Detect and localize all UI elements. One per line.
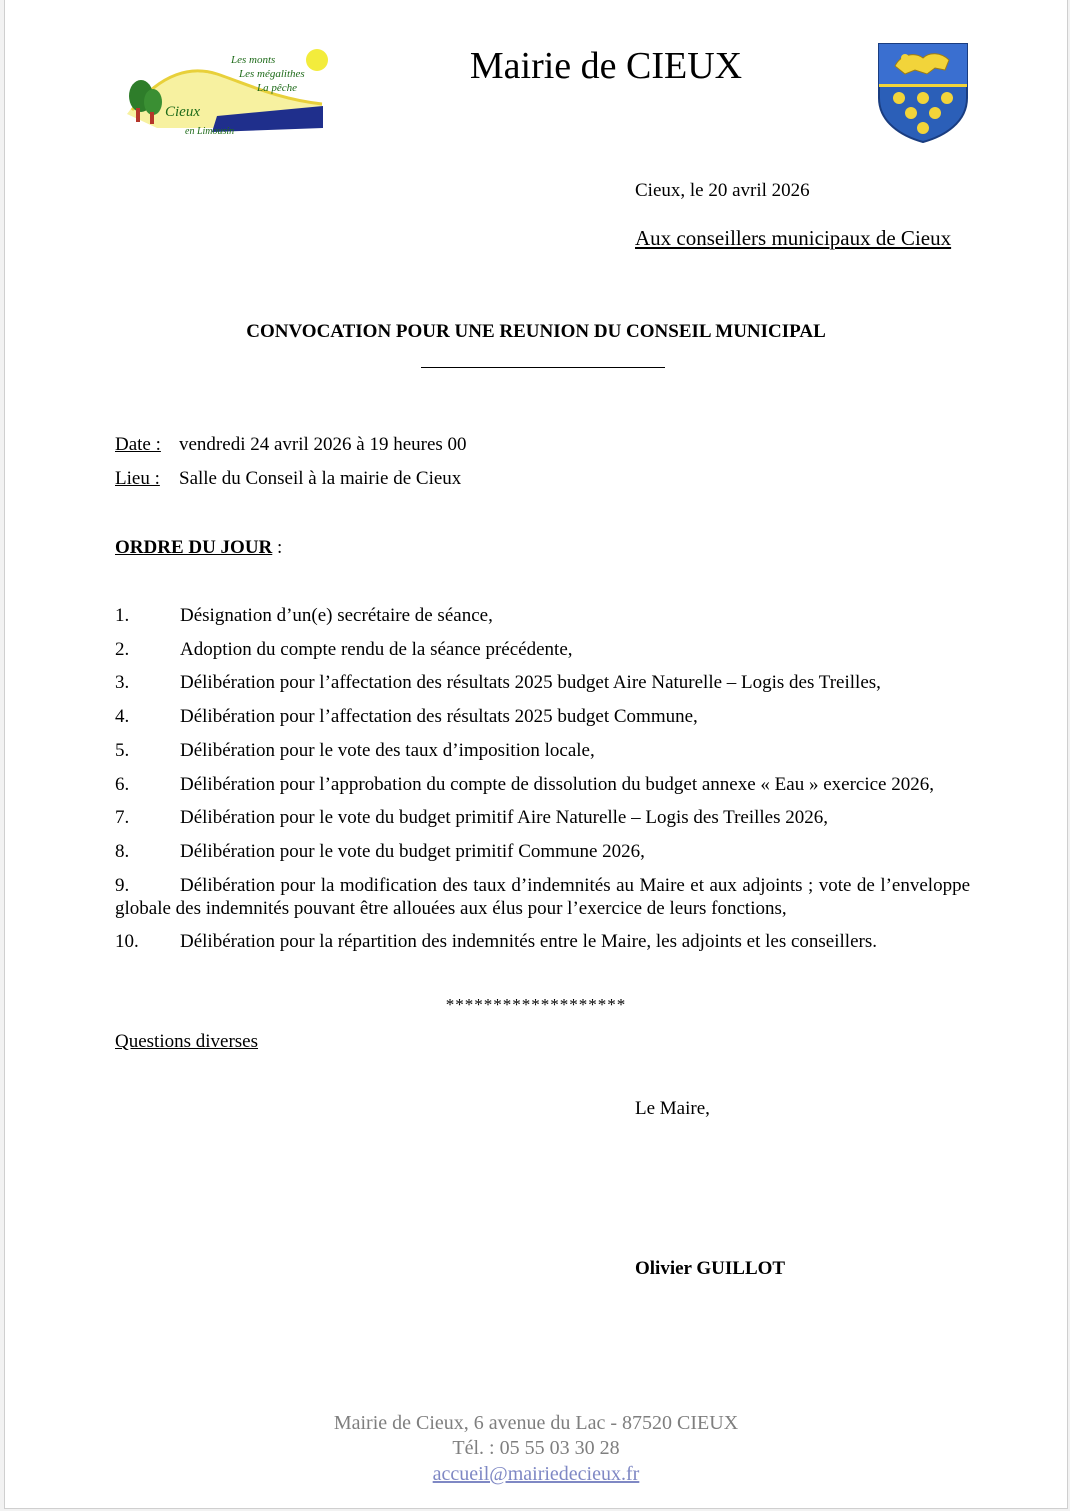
closing: Le Maire, [635,1098,710,1119]
logo-region: en Limousin [185,126,235,137]
agenda-item-text: Désignation d’un(e) secrétaire de séance, [180,605,493,626]
agenda-item-number: 7. [115,807,130,828]
lieu-value: Salle du Conseil à la mairie de Cieux [179,468,462,489]
agenda-item-number: 3. [115,672,130,693]
logo-tagline-2: Les mégalithes [239,68,305,80]
agenda-item [115,705,970,728]
agenda-item-text: Délibération pour la répartition des indemnités entre le Maire, les adjoints et les conseillers. [180,931,877,952]
meeting-place [115,468,462,490]
agenda-item [115,638,970,661]
document-page [4,0,1068,1509]
agenda-item-number: 5. [115,740,130,761]
agenda-item-number: 9. [115,875,130,896]
recipient: Aux conseillers municipaux de Cieux [635,226,952,250]
agenda-item-text: Délibération pour l’approbation du compte de dissolution du budget annexe « Eau » exercice 2026, [180,774,934,795]
agenda-item-number: 2. [115,639,130,660]
agenda-item-number: 1. [115,605,130,626]
footer-email-link[interactable]: accueil@mairiedecieux.fr [432,1463,640,1485]
convocation-heading: CONVOCATION POUR UNE REUNION DU CONSEIL MUNICIPAL [246,321,826,342]
agenda-label: ORDRE DU JOUR [115,537,273,558]
agenda-item-text: Délibération pour la modification des taux d’indemnités au Maire et aux adjoints ; vote de l’enveloppe globale des indemnités pouvant être allouées aux élus pour l’exercice de leurs fonctions, [115,875,970,919]
letter-date: Cieux, le 20 avril 2026 [635,180,810,201]
coat-of-arms-icon [875,40,971,144]
agenda-item [115,806,970,829]
agenda-item-text: Délibération pour le vote des taux d’imposition locale, [180,740,595,761]
agenda-item [115,930,970,953]
agenda-item-number: 4. [115,706,130,727]
agenda-item-text: Délibération pour le vote du budget primitif Aire Naturelle – Logis des Treilles 2026, [180,807,828,828]
agenda-item [115,874,970,920]
date-label: Date : [115,434,161,455]
agenda-item [115,671,970,694]
meeting-date [115,434,467,456]
heading-divider [421,367,665,368]
separator: ******************* [445,995,627,1014]
footer-phone: Tél. : 05 55 03 30 28 [452,1437,620,1459]
agenda-item-number: 8. [115,841,130,862]
logo-tagline-1: Les monts [231,54,276,66]
agenda-item [115,739,970,762]
agenda-title [115,537,282,559]
agenda-item-text: Délibération pour l’affectation des résultats 2025 budget Commune, [180,706,698,727]
lieu-label: Lieu : [115,468,160,489]
agenda-item [115,604,970,627]
agenda-item-text: Délibération pour le vote du budget primitif Commune 2026, [180,841,645,862]
page-title: Mairie de CIEUX [469,45,743,87]
crest [875,40,971,144]
agenda-label-suffix: : [272,537,283,558]
logo-name: Cieux [165,104,200,120]
agenda-item [115,840,970,863]
signatory: Olivier GUILLOT [635,1258,786,1279]
agenda-item-text: Délibération pour l’affectation des résultats 2025 budget Aire Naturelle – Logis des Treilles, [180,672,881,693]
questions-diverses: Questions diverses [115,1031,259,1052]
agenda-item-text: Adoption du compte rendu de la séance précédente, [180,639,573,660]
date-value: vendredi 24 avril 2026 à 19 heures 00 [179,434,467,455]
footer-address: Mairie de Cieux, 6 avenue du Lac - 87520 CIEUX [333,1412,739,1434]
agenda-item [115,773,970,796]
agenda-item-number: 6. [115,774,130,795]
agenda-item-number: 10. [115,931,139,952]
logo-tagline-3: La pêche [257,82,298,94]
